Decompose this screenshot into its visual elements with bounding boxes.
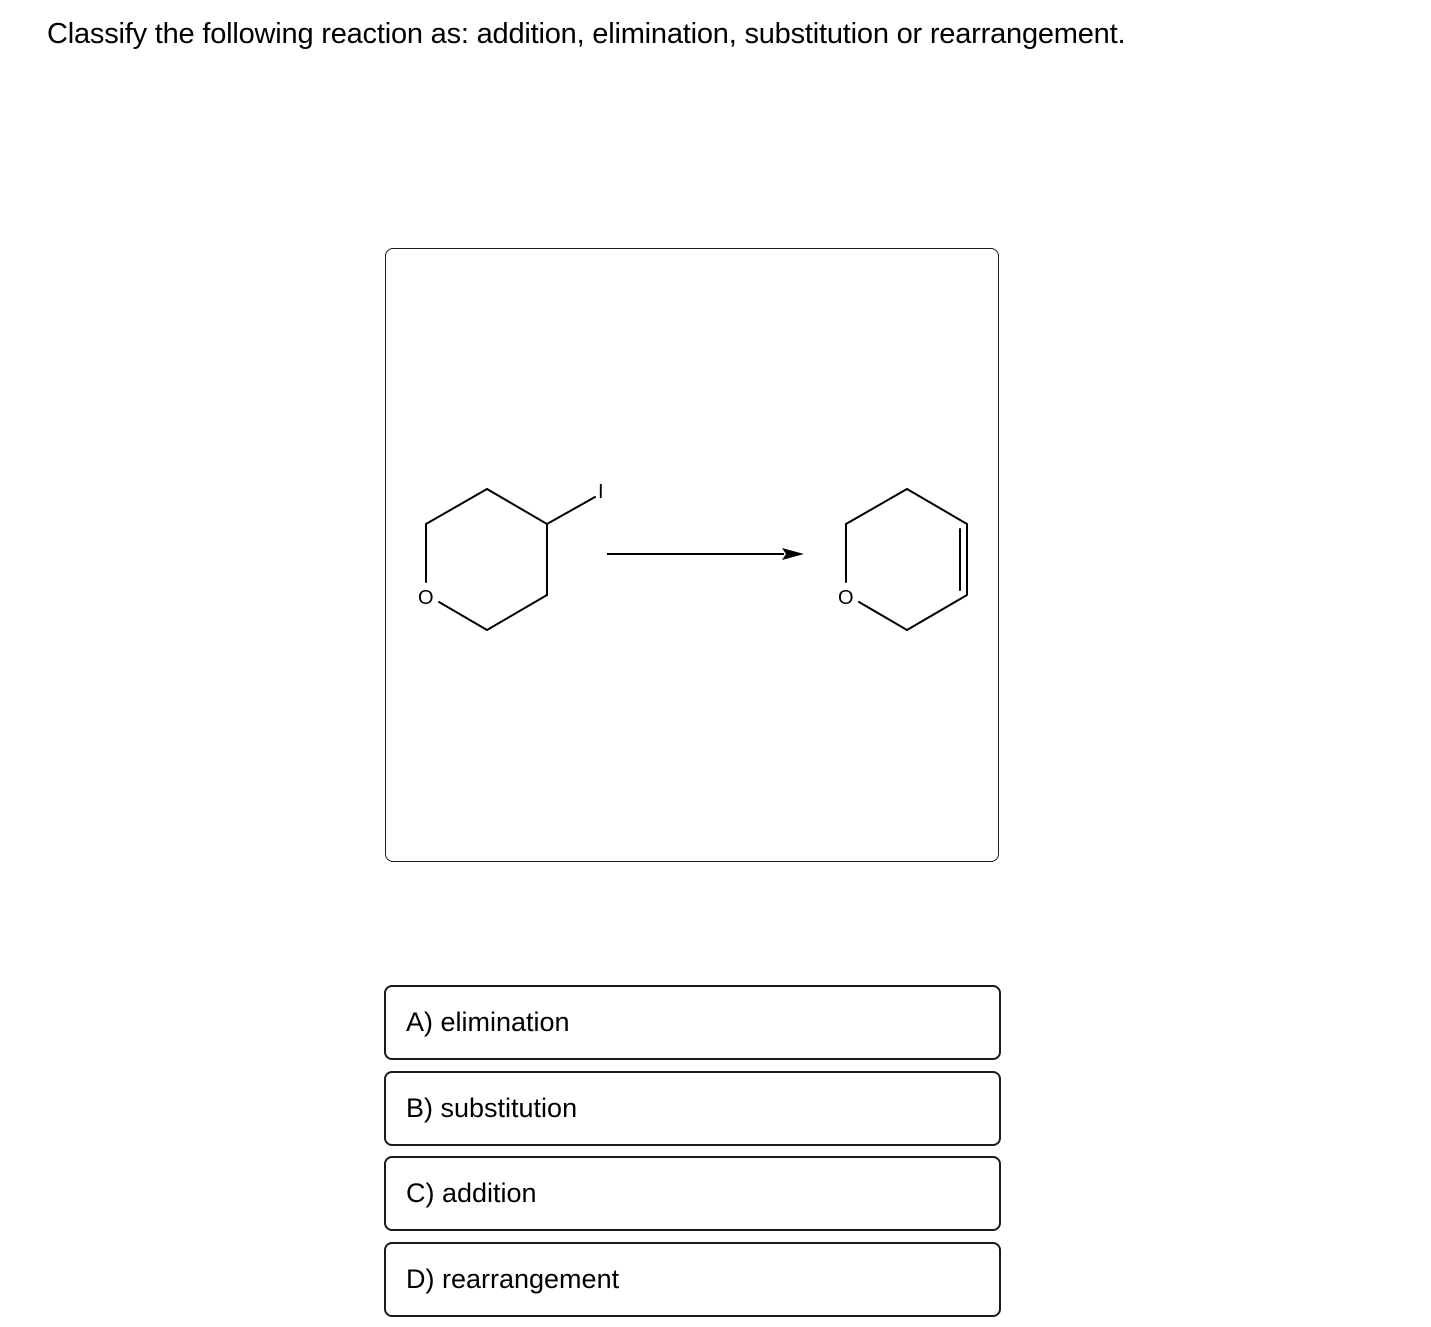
product-bond: [846, 489, 907, 524]
product-bond: [907, 595, 967, 630]
product-bond: [859, 602, 907, 630]
reactant-oxygen-label: O: [418, 587, 434, 609]
product-molecule: [846, 489, 967, 630]
question-text: Classify the following reaction as: addition, elimination, substitution or rearrangement.: [47, 18, 1126, 50]
reaction-arrow: [607, 548, 804, 560]
option-a-elimination[interactable]: A) elimination: [384, 985, 1001, 1060]
reaction-figure: [385, 248, 999, 862]
option-d-rearrangement[interactable]: D) rearrangement: [384, 1242, 1001, 1317]
product-oxygen-label: O: [838, 587, 854, 609]
reactant-bond: [439, 602, 487, 630]
answer-options: [384, 985, 1001, 1327]
reactant-bond: [487, 489, 547, 524]
reactant-iodine-label: I: [598, 481, 604, 503]
reactant-c-i-bond: [547, 497, 595, 524]
reaction-scheme: [386, 249, 1000, 863]
reactant-bond: [426, 489, 487, 524]
option-b-substitution[interactable]: B) substitution: [384, 1071, 1001, 1146]
reactant-molecule: [426, 489, 595, 630]
option-c-addition[interactable]: C) addition: [384, 1156, 1001, 1231]
product-bond: [907, 489, 967, 524]
reactant-bond: [487, 595, 547, 630]
